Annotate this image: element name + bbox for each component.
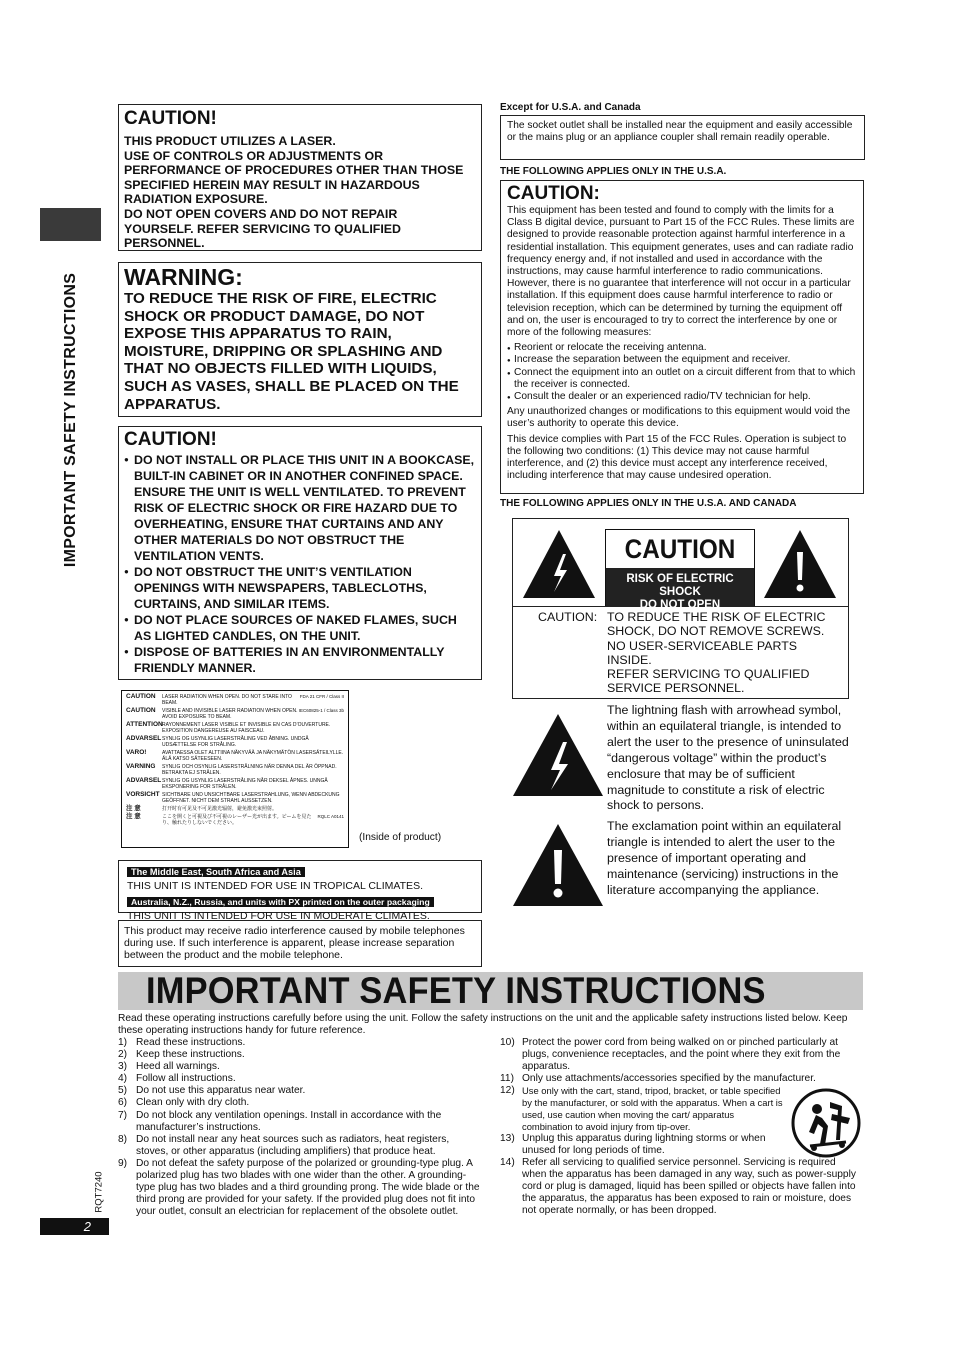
list-item: 8) Do not install near any heat sources such as radiators, heat registers, stoves, or other apparatus (including amplifiers) that produce heat. [118,1133,450,1157]
shock-caution-line: REFER SERVICING TO QUALIFIED [607,667,810,682]
shock-caution-text [607,610,842,696]
laser-warning-label [121,690,349,848]
caution-panel-title: CAUTION [624,533,736,564]
interference-text: This product may receive radio interference caused by mobile telephones during use. If such interference is apparent, please increase separation between the product and the mobile telephone. [124,925,465,962]
region-tag-tropical: The Middle East, South Africa and Asia [127,867,305,877]
caution-laser-line: RADIATION EXPOSURE. [124,192,268,207]
caution-label-panel [605,529,755,611]
caution-panel-subtitle [606,568,754,611]
laser-label-row: CAUTION LASER RADIATION WHEN OPEN. DO NOT STARE INTO BEAM. FDA 21 CFR / Class II [126,693,344,706]
warning-line: APPARATUS. [124,395,221,413]
model-number-vertical [84,1172,114,1212]
caution-laser-line: PERSONNEL. [124,236,205,251]
safety-instructions-title: IMPORTANT SAFETY INSTRUCTIONS [146,970,766,1011]
climate-box [118,860,482,923]
exclamation-explanation: The exclamation point within an equilateral triangle is intended to alert the user to the presence of important operating and maintenance (servicing) instructions in the literature accompanying the appliance. [607,819,842,897]
warning-line: SUCH AS VASES, SHALL BE PLACED ON THE [124,377,459,395]
sidebar-section-label [40,250,101,590]
list-item: ● Connect the equipment into an outlet on a circuit different from that to which the receiver is connected. [507,367,857,391]
fcc-heading: THE FOLLOWING APPLIES ONLY IN THE U.S.A. [500,166,727,177]
caution-laser-line: DO NOT OPEN COVERS AND DO NOT REPAIR [124,206,398,221]
fcc-intro: This equipment has been tested and found to comply with the limits for a Class B digital device, pursuant to Part 15 of the FCC Rules. These limits are designed to provide reasonable protection against harmful interference in a residential installation. This equipment generates, uses and can radiate radio frequency energy and, if not installed and used in accordance with the instructions, may cause harmful interference to radio communications. However, there is no guarantee that interference will not occur in a particular installation. If this equipment does cause harmful interference to radio or television reception, which can be determined by turning the equipment off and on, the user is encouraged to try to correct the interference by one or more of the following measures: [507,205,855,339]
shock-caution-line: SHOCK, DO NOT REMOVE SCREWS. [607,624,825,639]
lightning-warning-icon [521,528,597,600]
laser-label-row: CAUTION VISIBLE AND INVISIBLE LASER RADIATION WHEN OPEN. AVOID EXPOSURE TO BEAM. IEC60825-1 / Class 3b [126,707,344,720]
usa-canada-heading: THE FOLLOWING APPLIES ONLY IN THE U.S.A. AND CANADA [500,498,797,509]
model-number: RQT7240 [93,1171,105,1213]
laser-label-row: 注 意 ここを開くと可視及び不可視のレーザー光が出ます。ビームを見たり、触れたりしないでください。 RQLC A0141 [126,813,344,826]
cart-tipover-icon [790,1088,862,1158]
list-item: 14) Refer all servicing to qualified service personnel. Servicing is required when the apparatus has been damaged in any way, such as power-supply cord or plug is damaged, liquid has been spilled or objects have fallen into the apparatus, the apparatus has been exposed to rain or moisture, does not operate normally, or has been dropped. [500,1156,856,1217]
safety-instructions-banner [118,972,863,1010]
list-item: 13) Unplug this apparatus during lightning storms or when unused for long periods of time. [500,1132,766,1156]
fcc-caution-title: CAUTION: [507,183,600,204]
caution-panel-line: DO NOT OPEN [639,599,721,611]
fcc-changes: Any unauthorized changes or modifications to this equipment would void the user’s authority to operate this device. [507,406,851,430]
lightning-flash-icon [511,712,605,798]
fcc-part15: This device complies with Part 15 of the FCC Rules. Operation is subject to the following two conditions: (1) This device may not cause harmful interference, and (2) this device must accept any interference received, including interference that may cause undesired operation. [507,433,847,482]
warning-text [124,290,476,413]
list-item: ● DO NOT INSTALL OR PLACE THIS UNIT IN A BOOKCASE, BUILT-IN CABINET OR IN ANOTHER CONFINED SPACE. ENSURE THE UNIT IS WELL VENTILATED. TO PREVENT RISK OF ELECTRIC SHOCK OR FIRE HAZARD DUE TO OVERHEATING, ENSURE THAT CURTAINS AND ANY OTHER MATERIALS DO NOT OBSTRUCT THE VENTILATION VENTS. [124,452,476,564]
caution-laser-line: THIS PRODUCT UTILIZES A LASER. [124,134,336,148]
warning-title: WARNING: [124,264,243,290]
caution-laser-box [118,104,482,251]
list-item: 5) Do not use this apparatus near water. [118,1085,306,1097]
interference-box [118,920,482,967]
sidebar-label-text: IMPORTANT SAFETY INSTRUCTIONS [61,272,79,568]
shock-caution-line: TO REDUCE THE RISK OF ELECTRIC [607,610,826,624]
list-item: ● Consult the dealer or an experienced radio/TV technician for help. [507,391,857,403]
warning-line: EXPOSE THIS APPARATUS TO RAIN, [124,325,392,343]
caution-laser-line: SPECIFIED HEREIN MAY RESULT IN HAZARDOUS [124,177,420,192]
warning-line: THAT NO OBJECTS FILLED WITH LIQUIDS, [124,360,437,378]
exclamation-point-icon [511,822,605,908]
list-item: 6) Clean only with dry cloth. [118,1097,250,1109]
socket-box [500,115,865,160]
list-item: 3) Heed all warnings. [118,1061,220,1073]
caution-laser-text [124,134,476,251]
socket-heading: Except for U.S.A. and Canada [500,102,641,113]
climate-text-tropical: THIS UNIT IS INTENDED FOR USE IN TROPICAL CLIMATES. [127,880,423,892]
socket-text: The socket outlet shall be installed near the equipment and easily accessible or the mains plug or an appliance coupler shall remain readily operable. [507,120,853,144]
warning-line: TO REDUCE THE RISK OF FIRE, ELECTRIC [124,290,437,307]
climate-text-moderate: THIS UNIT IS INTENDED FOR USE IN MODERATE CLIMATES. [127,910,430,923]
caution-ventilation-box [118,426,482,680]
list-item: ● DISPOSE OF BATTERIES IN AN ENVIRONMENTALLY FRIENDLY MANNER. [124,644,476,676]
list-item: ● Increase the separation between the equipment and receiver. [507,354,857,366]
laser-label-row: 注 意 打开时有可见及不可见激光辐射，避免激光束照射。 [126,805,278,812]
fcc-measures-list [507,342,857,403]
warning-line: SHOCK OR PRODUCT DAMAGE, DO NOT [124,307,425,325]
page-number: 2 [83,1219,91,1234]
list-item: 1) Read these instructions. [118,1037,246,1048]
shock-caution-line: INSIDE. [607,652,652,667]
region-tag-moderate: Australia, N.Z., Russia, and units with PX printed on the outer packaging [127,897,434,907]
laser-label-row: ADVARSEL SYNLIG OG USYNLIG LASERSTRÅLING VED ÅBNING. UNDGÅ UDSÆTTELSE FOR STRÅLING. [126,735,309,748]
shock-caution-line: SERVICE PERSONNEL. [607,681,745,696]
safety-intro: Read these operating instructions carefully before using the unit. Follow the safety instructions on the unit and the applicable safety instructions listed below. Keep these operating instructions handy for future reference. [118,1013,848,1037]
list-item: 4) Follow all instructions. [118,1073,236,1085]
safety-list-left [118,1037,480,1218]
lightning-explanation: The lightning flash with arrowhead symbol, within an equilateral triangle, is intended to alert the user to the presence of uninsulated “dangerous voltage” within the product’s enclosure that may be of sufficient magnitude to constitute a risk of electric shock to persons. [607,703,849,813]
caution-ventilation-title: CAUTION! [124,429,217,450]
shock-caution-line: NO USER-SERVICEABLE PARTS [607,638,798,653]
fcc-caution-box [500,180,864,494]
caution-panel-line: RISK OF ELECTRIC SHOCK [626,573,734,598]
warning-line: MOISTURE, DRIPPING OR SPLASHING AND [124,342,443,360]
laser-label-row: ATTENTION RAYONNEMENT LASER VISIBLE ET INVISIBLE EN CAS D’OUVERTURE. EXPOSITION DANGEREUSE AU FAISCEAU. [126,721,331,734]
laser-label-row: VARO! AVATTAESSA OLET ALTTIINA NÄKYVÄÄ JA NÄKYMÄTÖN LASERSÄTEILYLLE. ÄLÄ KATSO SÄTEESEEN. [126,749,344,762]
list-item: 10) Protect the power cord from being walked on or pinched particularly at plugs, convenience receptacles, and the point where they exit from the apparatus. [500,1037,841,1073]
list-item: 11) Only use attachments/accessories specified by the manufacturer. [500,1073,816,1085]
list-item: 12) Use only with the cart, stand, tripod, bracket, or table specified by the manufacturer, or sold with the apparatus. When a cart is used, use caution when moving the cart/ apparatus combination to avoid injury from tip-over. [500,1085,783,1132]
exclamation-warning-icon [762,528,838,600]
sidebar-tab-marker [40,208,101,241]
list-item: 9) Do not defeat the safety purpose of the polarized or grounding-type plug. A polarized plug has two blades with one wider than the other. A grounding-type plug has two blades and a third grounding prong. The wide blade or the third prong are provided for your safety. If the provided plug does not fit into your outlet, consult an electrician for replacement of the obsolete outlet. [118,1157,480,1218]
list-item: 7) Do not block any ventilation openings. Install in accordance with the manufacturer’s instructions. [118,1109,442,1133]
shock-caution-label: CAUTION: [538,610,598,624]
laser-label-row: VARNING SYNLIG OCH OSYNLIG LASERSTRÅLNING NÄR DENNA DEL ÄR ÖPPNAD. BETRAKTA EJ STRÅLEN. [126,763,337,776]
caution-laser-line: PERFORMANCE OF PROCEDURES OTHER THAN THOSE [124,163,464,178]
caution-ventilation-list [124,452,476,676]
list-item: 2) Keep these instructions. [118,1049,245,1061]
caution-laser-line: USE OF CONTROLS OR ADJUSTMENTS OR [124,148,384,163]
laser-label-row: ADVARSEL SYNLIG OG USYNLIG LASERSTRÅLING NÅR DEKSEL ÅPNES. UNNGÅ EKSPONERING FOR STRÅLEN. [126,777,328,790]
list-item: ● DO NOT OBSTRUCT THE UNIT’S VENTILATION OPENINGS WITH NEWSPAPERS, TABLECLOTHS, CURTAINS, AND SIMILAR ITEMS. [124,564,476,612]
page-number-badge [40,1218,109,1235]
list-item: ● Reorient or relocate the receiving antenna. [507,342,857,354]
caution-laser-title: CAUTION! [124,108,217,129]
caution-laser-line: YOURSELF. REFER SERVICING TO QUALIFIED [124,221,401,236]
laser-label-row: VORSICHT SICHTBARE UND UNSICHTBARE LASERSTRAHLUNG, WENN ABDECKUNG GEÖFFNET. NICHT DEM STRAHL AUSSETZEN. [126,791,340,804]
list-item: ● DO NOT PLACE SOURCES OF NAKED FLAMES, SUCH AS LIGHTED CANDLES, ON THE UNIT. [124,612,476,644]
laser-label-caption: (Inside of product) [359,832,442,843]
warning-box [118,262,482,417]
